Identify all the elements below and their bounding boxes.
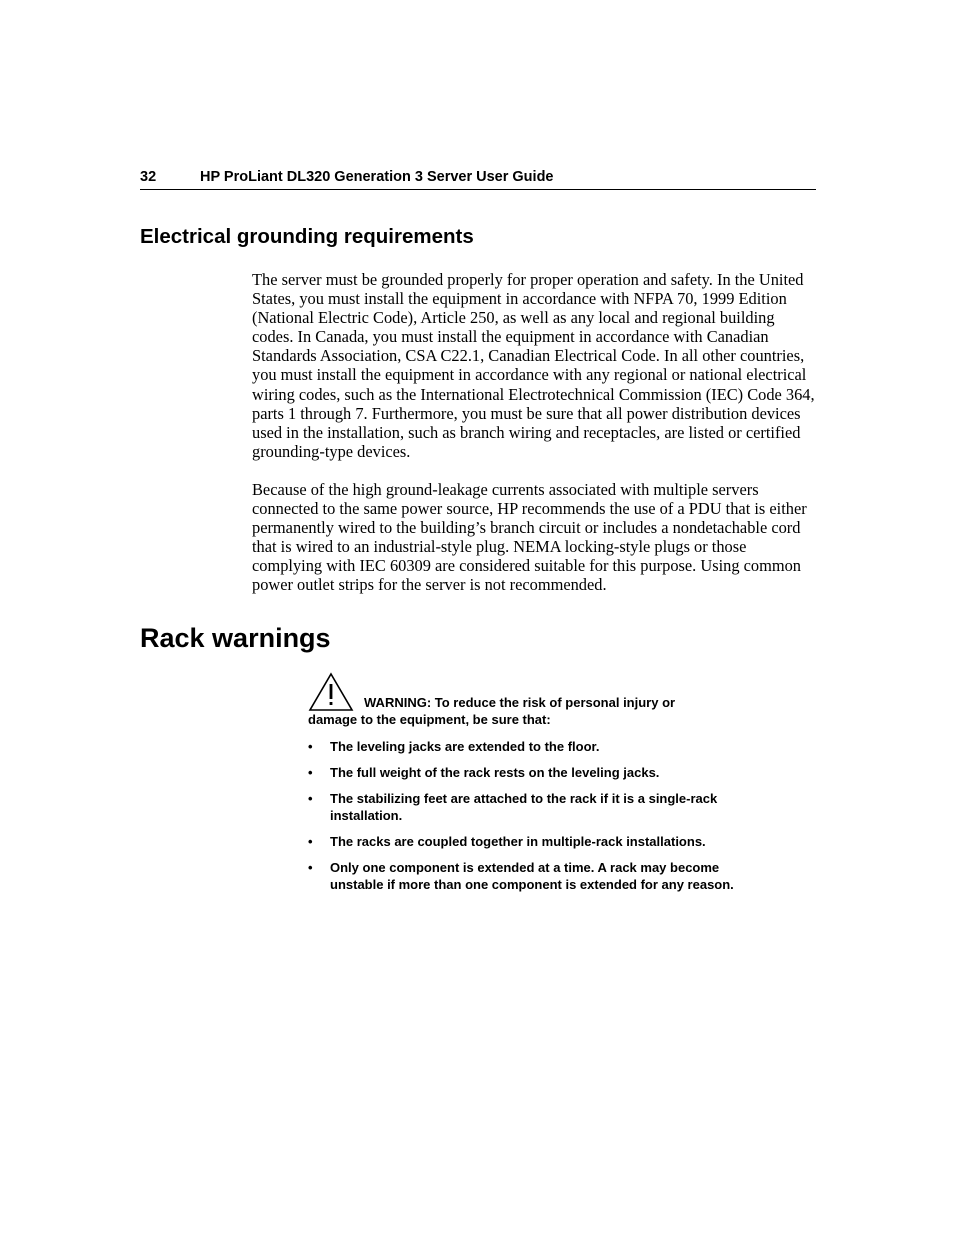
- page-header: [140, 168, 816, 190]
- list-item: [308, 860, 758, 894]
- warning-intro: WARNING: To reduce the risk of personal injury or damage to the equipment, be sure that:: [308, 695, 676, 727]
- list-item-text: The full weight of the rack rests on the leveling jacks.: [330, 764, 660, 780]
- page-number: 32: [140, 169, 157, 185]
- rack-warnings-heading: Rack warnings: [140, 623, 331, 653]
- bullet: •: [308, 764, 313, 780]
- list-item: [308, 834, 758, 851]
- grounding-paragraph-2: Because of the high ground-leakage currents associated with multiple servers connected to the same power source, HP recommends the use of a PDU that is either permanently wired to the building’s branch circuit or includes a nondetachable cord that is wired to an industrial-style plug. NEMA locking-style plugs or those complying with IEC 60309 are considered suitable for this purpose. Using common power outlet strips for the server is not recommended.: [252, 480, 807, 595]
- list-item-text: The racks are coupled together in multiple-rack installations.: [330, 833, 706, 849]
- warning-list: [308, 739, 758, 903]
- list-item-text: The leveling jacks are extended to the floor.: [330, 739, 600, 754]
- list-item: [308, 791, 758, 825]
- list-item-text: The stabilizing feet are attached to the rack if it is a single-rack installation.: [330, 790, 718, 823]
- list-item-text: Only one component is extended at a time. A rack may become unstable if more than one component is extended for any reason.: [330, 859, 734, 892]
- list-item: [308, 739, 758, 756]
- document-title: HP ProLiant DL320 Generation 3 Server User Guide: [200, 169, 554, 185]
- bullet: •: [308, 739, 313, 754]
- grounding-paragraph-1: The server must be grounded properly for proper operation and safety. In the United States, you must install the equipment in accordance with NFPA 70, 1999 Edition (National Electric Code), Article 250, as well as any local and regional building codes. In Canada, you must install the equipment in accordance with Canadian Standards Association, CSA C22.1, Canadian Electrical Code. In all other countries, you must install the equipment in accordance with any regional or national electrical wiring codes, such as the International Electrotechnical Commission (IEC) Code 364, parts 1 through 7. Furthermore, you must be sure that all power distribution devices used in the installation, such as branch wiring and receptacles, are listed or certified grounding-type devices.: [252, 270, 815, 461]
- bullet: •: [308, 790, 313, 806]
- bullet: •: [308, 859, 313, 875]
- bullet: •: [308, 833, 313, 849]
- list-item: [308, 765, 758, 782]
- grounding-heading: Electrical grounding requirements: [140, 225, 474, 248]
